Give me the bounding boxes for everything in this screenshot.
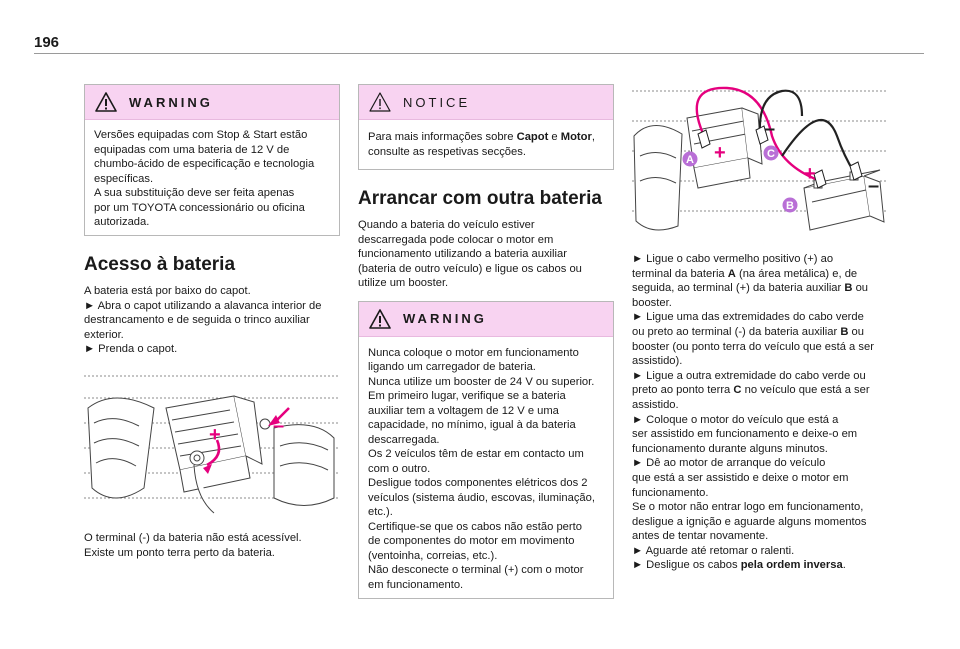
text-fragment: seguida, ao terminal (+) da bateria auxiliar — [632, 282, 845, 295]
section-title-jump-start: Arrancar com outra bateria — [358, 188, 602, 209]
bold-label: B — [844, 282, 853, 295]
text-line: booster. — [632, 296, 672, 309]
jump-start-steps — [632, 252, 892, 573]
warning-box-stop-start — [84, 84, 340, 236]
link-capot: Capot — [516, 131, 549, 143]
warning-title: WARNING — [403, 311, 487, 327]
text-line: ► Prenda o capot. — [84, 343, 178, 356]
text-fragment: ou — [852, 282, 869, 295]
text-line: descarregada pode colocar o motor em — [358, 233, 554, 246]
text-line: Em primeiro lugar, verifique se a bateria — [368, 390, 566, 403]
text-fragment: ► Desligue os cabos — [632, 559, 741, 572]
warning-body — [85, 120, 339, 238]
label-a: A — [686, 154, 694, 166]
warning-box-jump-start — [358, 301, 614, 600]
text-line: utilize um booster. — [358, 277, 449, 290]
text-line: auxiliar tem a voltagem de 12 V e uma — [368, 404, 559, 417]
text-line — [632, 325, 892, 340]
warning-header — [85, 85, 339, 120]
text-line: equipadas com uma bateria de 12 V de — [94, 143, 290, 156]
text-line: Quando a bateria do veículo estiver — [358, 219, 535, 231]
text-line — [368, 130, 603, 145]
text-line: descarregada. — [368, 433, 440, 446]
text-line: ► Coloque o motor do veículo que está a — [632, 413, 839, 426]
text-line — [632, 267, 892, 282]
bold-label: B — [840, 325, 849, 338]
text-fragment: (na área metálica) e, de — [735, 267, 858, 280]
label-b: B — [786, 200, 794, 212]
text-line: (bateria de outro veículo) e ligue os cabos ou — [358, 262, 582, 275]
bold-label: A — [727, 267, 736, 280]
text-line: por um TOYOTA concessionário ou oficina — [94, 201, 305, 214]
text-line: consulte as respetivas secções. — [368, 145, 526, 158]
text-line: ser assistido em funcionamento e deixe-o em — [632, 428, 858, 441]
text-line: Nunca coloque o motor em funcionamento — [368, 346, 579, 359]
plus-symbol: + — [209, 424, 221, 446]
text-line: Desligue todos componentes elétricos dos 2 — [368, 477, 588, 490]
text-fragment: Para mais informações sobre — [368, 131, 517, 143]
text-line — [632, 558, 892, 573]
text-line: etc.). — [368, 506, 393, 519]
notice-triangle-icon — [369, 92, 391, 112]
bold-label: C — [733, 384, 742, 397]
text-fragment: ou — [848, 325, 864, 338]
text-line: destrancamento e de seguida o trinco auxiliar — [84, 314, 310, 327]
plus-symbol: + — [714, 142, 726, 164]
text-fragment: terminal da bateria — [632, 267, 728, 280]
text-fragment: ou preto ao terminal (-) da bateria auxiliar — [632, 325, 841, 338]
text-line: ► Ligue uma das extremidades do cabo verde — [632, 311, 864, 324]
text-line: ligando um carregador de bateria. — [368, 361, 536, 374]
text-line: funcionamento utilizando a bateria auxiliar — [358, 248, 567, 261]
text-line: ► Abra o capot utilizando a alavanca interior de — [84, 299, 322, 312]
warning-triangle-icon — [369, 309, 391, 329]
text-fragment: . — [842, 559, 846, 572]
battery-caption — [84, 531, 340, 560]
warning-title: WARNING — [129, 94, 213, 110]
label-a-badge — [683, 152, 698, 167]
section-title-battery-access: Acesso à bateria — [84, 254, 236, 275]
text-line: ► Ligue o cabo vermelho positivo (+) ao — [632, 253, 834, 265]
page-number: 196 — [34, 34, 60, 51]
text-line: assistido). — [632, 355, 683, 368]
text-line: que está a ser assistido e deixe o motor em — [632, 471, 849, 484]
text-line: A bateria está por baixo do capot. — [84, 285, 251, 297]
column-left — [84, 84, 340, 357]
text-line: funcionamento. — [632, 486, 709, 499]
text-line: Existe um ponto terra perto da bateria. — [84, 546, 275, 559]
bold-label: pela ordem inversa — [740, 559, 843, 572]
battery-access-text — [84, 284, 340, 357]
text-line: Versões equipadas com Stop & Start estão — [94, 129, 308, 141]
text-line: ► Ligue a outra extremidade do cabo verde ou — [632, 369, 866, 382]
text-line: de componentes do motor em movimento — [368, 535, 575, 548]
text-fragment: no veículo que está a ser — [741, 384, 870, 397]
text-line: exterior. — [84, 328, 124, 341]
notice-body — [359, 120, 613, 169]
text-line: assistido. — [632, 398, 679, 411]
text-line — [632, 383, 892, 398]
warning-header — [359, 302, 613, 337]
link-motor: Motor — [560, 131, 592, 143]
text-line: Nunca utilize um booster de 24 V ou superior. — [368, 375, 595, 388]
text-fragment: , — [591, 131, 595, 143]
battery-location-illustration — [84, 368, 340, 518]
text-line — [632, 281, 892, 296]
text-line: booster (ou ponto terra do veículo que está a ser — [632, 340, 874, 353]
notice-header — [359, 85, 613, 120]
text-line: Se o motor não entrar logo em funcionamento, — [632, 501, 864, 514]
column-middle — [358, 84, 614, 599]
text-fragment: preto ao ponto terra — [632, 384, 734, 397]
text-line: funcionamento durante alguns minutos. — [632, 442, 828, 455]
text-line: O terminal (-) da bateria não está acessível. — [84, 532, 302, 544]
text-line: desligue a ignição e aguarde alguns momentos — [632, 515, 867, 528]
text-line: chumbo-ácido de especificação e tecnologia — [94, 158, 315, 170]
text-line: antes de tentar novamente. — [632, 530, 769, 543]
text-line: em funcionamento. — [368, 578, 464, 591]
label-b-badge — [783, 198, 798, 213]
text-line: Não desconecte o terminal (+) com o motor — [368, 564, 584, 577]
text-line: Os 2 veículos têm de estar em contacto um — [368, 448, 584, 461]
minus-symbol: – — [868, 175, 880, 197]
text-line: Certifique-se que os cabos não estão perto — [368, 520, 582, 533]
text-line: ► Aguarde até retomar o ralenti. — [632, 544, 795, 557]
jump-start-illustration — [632, 76, 888, 242]
text-line: ► Dê ao motor de arranque do veículo — [632, 457, 826, 470]
text-line: específicas. — [94, 172, 154, 185]
minus-symbol: – — [764, 118, 776, 140]
minus-symbol: – — [273, 415, 285, 437]
text-line: com o outro. — [368, 462, 431, 475]
plus-symbol: + — [804, 163, 816, 185]
warning-triangle-icon — [95, 92, 117, 112]
text-fragment: e — [548, 131, 561, 143]
jump-start-text — [358, 218, 614, 291]
notice-box — [358, 84, 614, 170]
header-rule — [34, 53, 924, 54]
text-line: autorizada. — [94, 216, 150, 228]
label-c: C — [767, 148, 775, 160]
text-line: veículos (sistema áudio, escovas, iluminação, — [368, 491, 595, 504]
label-c-badge — [764, 146, 779, 161]
text-line: (ventoinha, correias, etc.). — [368, 549, 498, 562]
warning-body — [359, 337, 613, 599]
notice-title: NOTICE — [403, 94, 471, 110]
text-line: A sua substituição deve ser feita apenas — [94, 187, 295, 199]
text-line: capacidade, no mínimo, igual à da bateria — [368, 419, 576, 432]
